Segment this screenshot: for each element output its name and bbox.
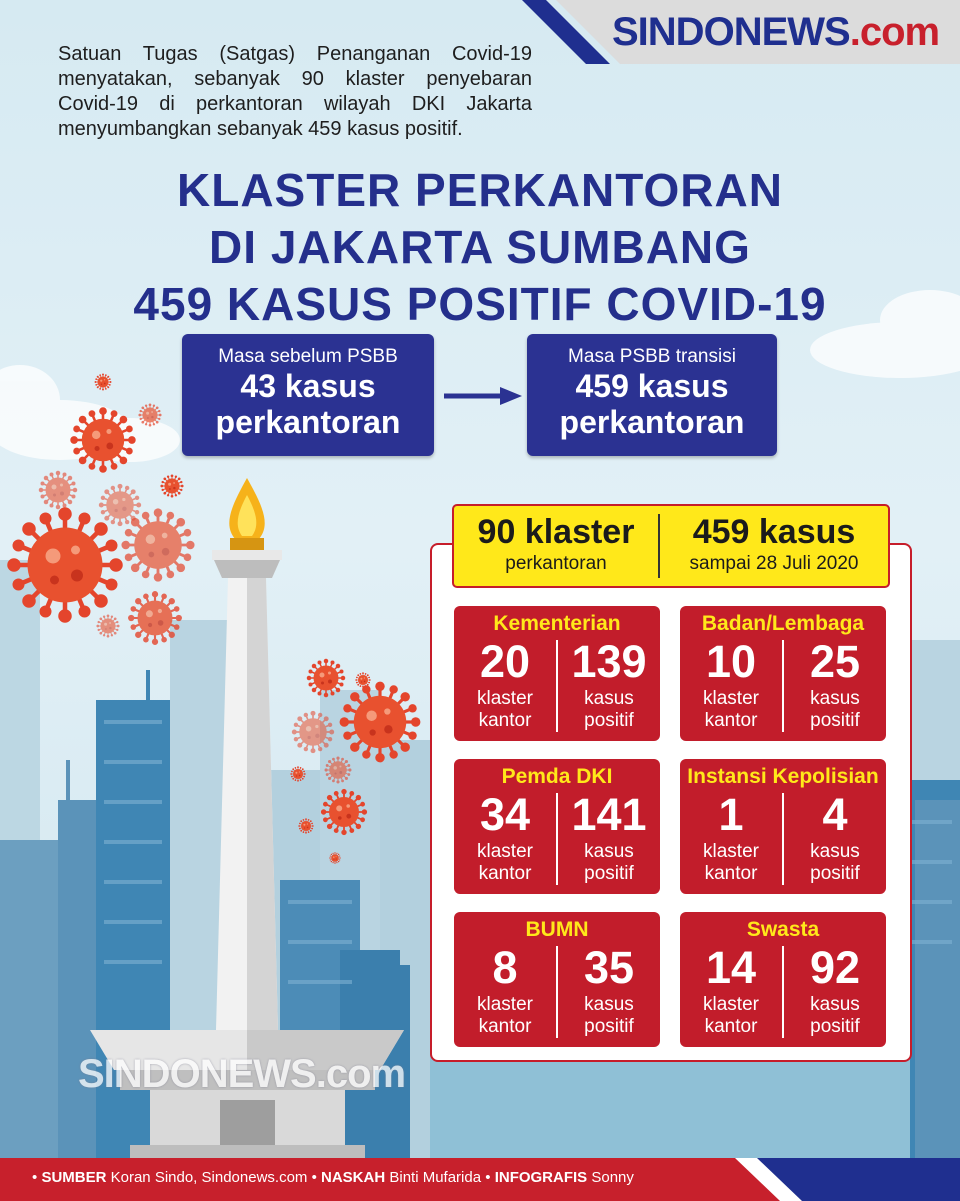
card-label: kantor	[478, 1016, 532, 1037]
headline-line: 459 KASUS POSITIF COVID-19	[133, 278, 827, 330]
card-klaster-value: 14	[705, 942, 757, 993]
card-label: positif	[584, 1016, 634, 1037]
summary-klaster-label: perkantoran	[505, 553, 607, 574]
card-kasus-value: 141	[571, 789, 647, 840]
card-kasus-value: 4	[822, 789, 848, 840]
card-klaster-value: 34	[479, 789, 531, 840]
phase-count: 43 kasus	[240, 368, 376, 404]
card-klaster	[680, 636, 782, 732]
card-title: Badan/Lembaga	[701, 612, 865, 635]
headline-line: DI JAKARTA SUMBANG	[209, 221, 751, 273]
intro-paragraph	[58, 42, 532, 142]
summary-klaster-value: 90 klaster	[477, 513, 635, 551]
summary-kasus-value: 459 kasus	[692, 513, 856, 551]
footer-sumber-key: SUMBER	[41, 1169, 107, 1186]
card-klaster	[454, 789, 556, 885]
summary-kasus	[660, 506, 888, 586]
card-klaster-value: 8	[492, 942, 518, 993]
card-label: positif	[584, 863, 634, 884]
card-kasus	[558, 789, 660, 885]
arrow-right-icon	[444, 387, 522, 405]
card-kasus-value: 92	[809, 942, 861, 993]
card-kasus	[558, 942, 660, 1038]
card-label: kasus	[810, 688, 860, 709]
card-label: klaster	[703, 994, 759, 1015]
card-bumn	[454, 912, 660, 1047]
card-klaster-value: 1	[718, 789, 744, 840]
intro-line: Covid-19 di perkantoran wilayah DKI Jakarta	[58, 93, 532, 115]
card-label: kantor	[478, 710, 532, 731]
card-klaster	[454, 636, 556, 732]
card-label: positif	[584, 710, 634, 731]
footer-sumber-value: Koran Sindo, Sindonews.com	[110, 1169, 308, 1186]
card-label: kasus	[584, 994, 634, 1015]
card-label: kasus	[584, 688, 634, 709]
intro-line: menyumbangkan sebanyak 459 kasus positif.	[58, 118, 463, 140]
card-label: klaster	[703, 841, 759, 862]
card-kasus-value: 139	[571, 636, 647, 687]
card-pemda-dki	[454, 759, 660, 894]
headline-line: KLASTER PERKANTORAN	[177, 164, 783, 216]
card-kasus	[558, 636, 660, 732]
sindonews-logo: SINDONEWS.com	[612, 10, 940, 54]
card-kasus	[784, 636, 886, 732]
card-label: kantor	[704, 1016, 758, 1037]
card-label: kasus	[584, 841, 634, 862]
card-label: kantor	[704, 863, 758, 884]
footer-naskah-value: Binti Mufarida	[389, 1169, 482, 1186]
card-title: BUMN	[525, 918, 589, 941]
card-kasus	[784, 789, 886, 885]
card-klaster	[680, 942, 782, 1038]
card-label: positif	[810, 1016, 860, 1037]
phase-label: Masa PSBB transisi	[568, 346, 736, 367]
footer-naskah-key: NASKAH	[321, 1169, 386, 1186]
card-label: klaster	[703, 688, 759, 709]
card-kasus-value: 25	[809, 636, 861, 687]
summary-kasus-label: sampai 28 Juli 2020	[689, 553, 859, 574]
card-kasus	[784, 942, 886, 1038]
card-title: Instansi Kepolisian	[687, 765, 879, 788]
footer-credits: • SUMBER Koran Sindo, Sindonews.com • NASKAH Binti Mufarida • INFOGRAFIS Sonny	[32, 1169, 634, 1186]
card-kementerian	[454, 606, 660, 741]
intro-line: Satuan Tugas (Satgas) Penanganan Covid-19	[58, 43, 532, 65]
headline	[0, 162, 960, 333]
card-label: kasus	[810, 841, 860, 862]
card-klaster	[454, 942, 556, 1038]
summary-box	[452, 504, 890, 588]
card-title: Pemda DKI	[501, 765, 613, 788]
phase-count: 459 kasus	[575, 368, 729, 404]
phase-before-psbb	[182, 334, 434, 456]
intro-line: menyatakan, sebanyak 90 klaster penyebaran	[58, 68, 532, 90]
card-instansi-kepolisian	[680, 759, 886, 894]
phase-label: Masa sebelum PSBB	[218, 346, 398, 367]
sindonews-watermark-logo: SINDONEWS.com	[78, 1052, 406, 1096]
footer-infografis-value: Sonny	[591, 1169, 634, 1186]
card-swasta	[680, 912, 886, 1047]
card-label: klaster	[477, 688, 533, 709]
card-title: Swasta	[746, 918, 820, 941]
card-badan-lembaga	[680, 606, 886, 741]
summary-klaster	[454, 506, 658, 586]
footer-infografis-key: INFOGRAFIS	[494, 1169, 588, 1186]
card-label: klaster	[477, 994, 533, 1015]
card-label: positif	[810, 710, 860, 731]
phase-psbb-transisi	[527, 334, 777, 456]
card-label: kasus	[810, 994, 860, 1015]
phase-unit: perkantoran	[559, 404, 745, 440]
card-label: positif	[810, 863, 860, 884]
card-label: kantor	[704, 710, 758, 731]
card-kasus-value: 35	[583, 942, 635, 993]
card-label: klaster	[477, 841, 533, 862]
card-title: Kementerian	[493, 612, 621, 635]
card-klaster	[680, 789, 782, 885]
card-klaster-value: 20	[479, 636, 531, 687]
card-label: kantor	[478, 863, 532, 884]
phase-unit: perkantoran	[215, 404, 401, 440]
card-klaster-value: 10	[705, 636, 757, 687]
